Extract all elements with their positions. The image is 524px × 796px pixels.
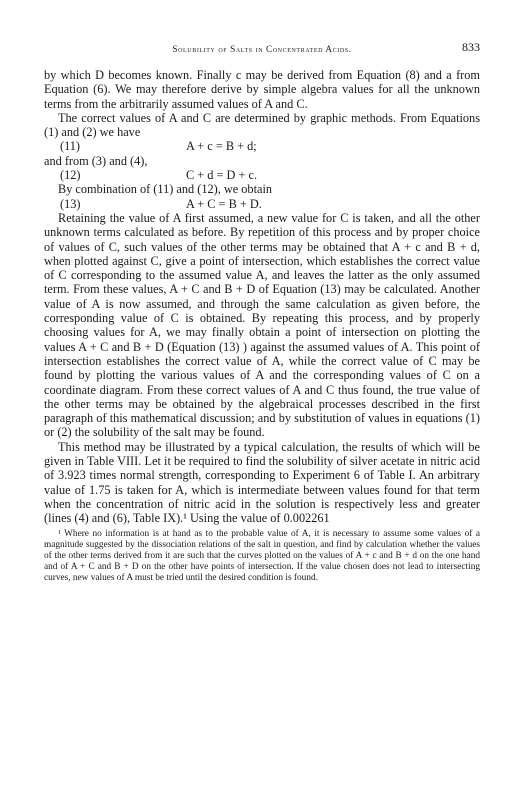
body-text [44,68,480,526]
page-number: 833 [462,40,480,54]
equation-number: (13) [60,196,81,211]
paragraph-6: This method may be illustrated by a typical calculation, the results of which will be given in Table VIII. Let it be required to find the solubility of silver acetate in nitric acid of 3.923 times normal strength, corresponding to Experiment 6 of Table I. An arbitrary value of 1.75 is taken for A, which is intermediate between values found for that term when the concentration of nitric acid in the solution is respectively less and greater (lines (4) and (6), Table IX).¹ Using the value of 0.002261 [44,439,480,526]
equation-expression: C + d = D + c. [186,168,258,183]
equation-number: (11) [60,139,81,154]
equation-number: (12) [60,168,81,183]
equation-expression: A + c = B + d; [186,139,257,154]
equation-13 [44,197,480,211]
paragraph-3: and from (3) and (4), [44,153,148,168]
paragraph-1: by which D becomes known. Finally c may be derived from Equation (8) and a from Equation (6). We may therefore derive by simple algebra values for all the unknown terms from the arbitrarily assumed values of A and C. [44,68,480,111]
page [44,40,480,585]
equation-11 [44,139,480,153]
running-head: Solubility of Salts in Concentrated Acids. [172,44,352,54]
paragraph-4: By combination of (11) and (12), we obtain [58,182,273,197]
paragraph-2: The correct values of A and C are determined by graphic methods. From Equations (1) and (2) we have [44,110,480,140]
footnote [44,529,480,585]
equation-expression: A + C = B + D. [186,196,262,211]
paragraph-5: Retaining the value of A first assumed, a new value for C is taken, and all the other unknown terms calculated as before. By repetition of this process and by proper choice of values of C, such values of the other terms may be obtained that A + c and B + d, when plotted against C, give a point of intersection, which establishes the correct value of C corresponding to the assumed value A, and leaves the latter as the only assumed term. From these values, A + C and B + D of Equation (13) may be calculated. Another value of A is now assumed, and through the same calculation as given before, the corresponding value of C is obtained. By repeating this process, and by properly choosing values for A, we may finally obtain a point of intersection on plotting the values A + C and B + D (Equation (13) ) against the assumed values of A. This point of intersection establishes the correct value of A, while the correct value of C may be found by plotting the various values of A and the corresponding values of C on a coordinate diagram. From these correct values of A and C thus found, the true value of the other terms may be obtained by the algebraical processes described in the first paragraph of this mathematical discussion; and by substitution of values in equations (1) or (2) the solubility of the salt may be found. [44,210,480,440]
page-header [44,40,480,58]
equation-12 [44,168,480,182]
footnote-text: ¹ Where no information is at hand as to the probable value of A, it is necessary to assume some values of a magnitude suggested by the dissociation relations of the salt in question, and find by calculation whether the values of the other terms derived from it are such that the curves plotted on the values of A + c and B + d on the one hand and of A + C and B + D on the other have points of intersection. If the value chosen does not lead to intersecting curves, new values of A must be tried until the desired condition is found. [44,528,480,584]
